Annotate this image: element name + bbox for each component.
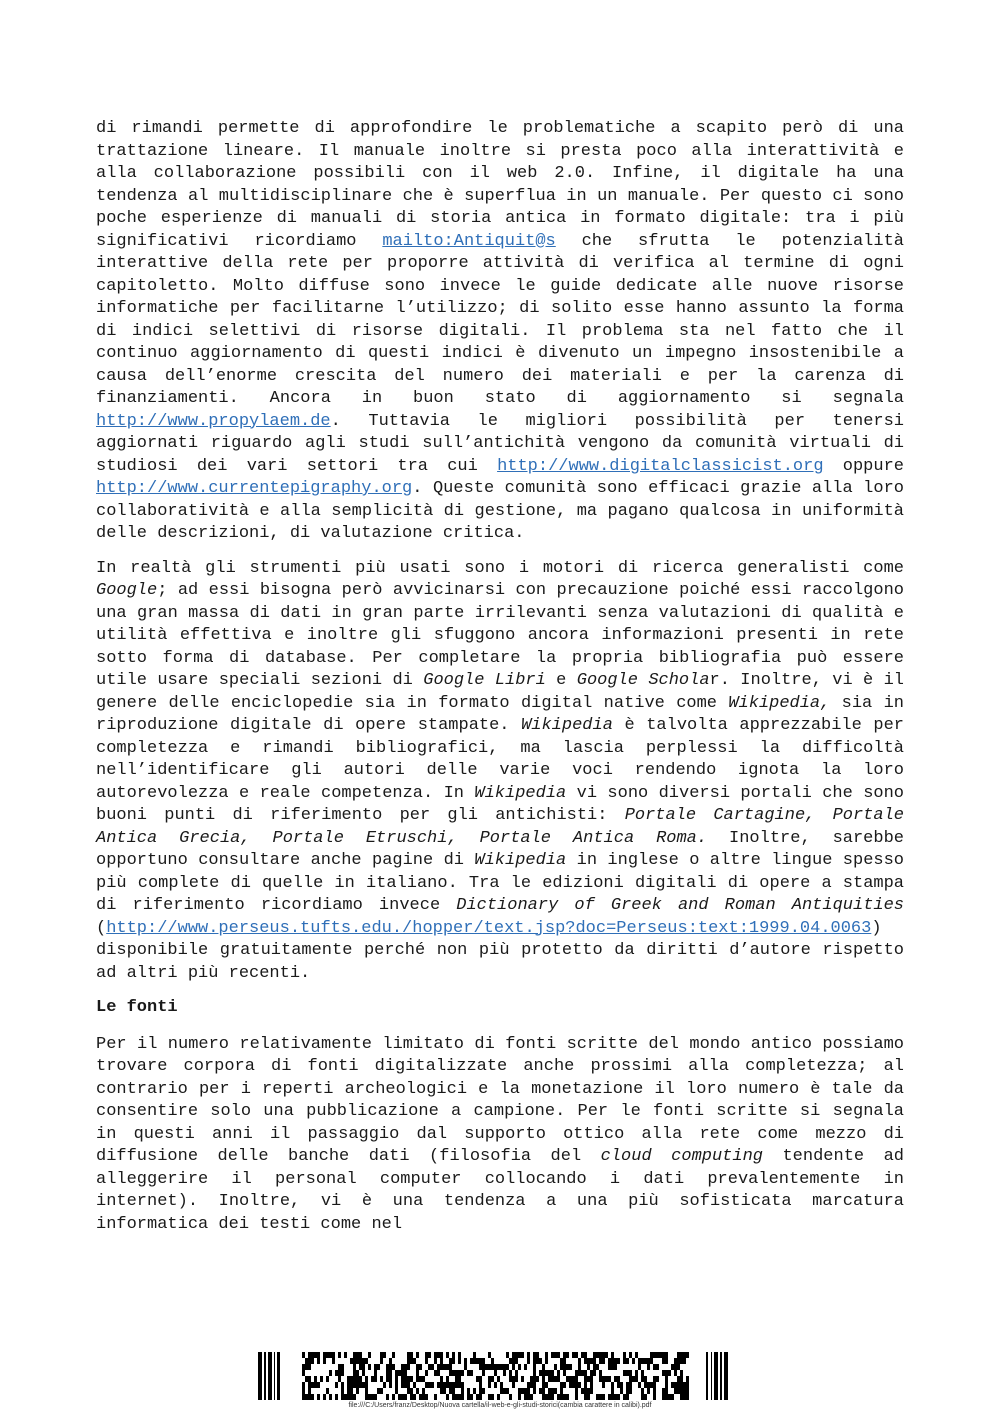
text-run: è talvolta apprezzabile per completezza e rimandi bibliografici, ma lascia perplessi la difficoltà nell’identificare gli autori delle varie voci rendendo ignota la loro autorevolezza e reale competenza. In <box>96 716 915 803</box>
text-run: . Queste comunità sono efficaci grazie alla loro collaboratività e alla semplicità di gestione, ma pagano qualcosa in uniformità delle descrizioni, di valutazione critica. <box>96 479 915 543</box>
section-heading: Le fonti <box>96 998 178 1017</box>
text-run: che sfrutta le potenzialità interattive della rete per proporre attività di verifica al termine di ogni capitoletto. Molto diffuse sono invece le guide dedicate alle nuove risorse informatiche per facilitarne l’utilizzo; di solito esse hanno assunto la forma di indici selettivi di risorse digitali. Il problema sta nel fatto che il continuo aggiornamento di questi indici è divenuto un impegno insostenibile a causa dell’enorme crescita del numero dei materiali e per la carenza di finanziamenti. Ancora in buon stato di aggiornamento si segnala <box>96 231 915 408</box>
hyperlink[interactable]: http://www.perseus.tufts.edu./hopper/text.jsp?doc=Perseus:text:1999.04.0063 <box>106 918 872 938</box>
paragraph-group <box>96 118 915 985</box>
body-paragraph <box>96 558 915 986</box>
italic-text: Google <box>96 581 158 600</box>
text-run: oppure <box>823 456 915 476</box>
italic-text: Portale Cartagine, Portale Antica Grecia, Portale Etruschi, Portale Antica Roma. <box>96 806 904 848</box>
text-run: ( <box>96 896 915 938</box>
text-run: ; ad essi bisogna però avvicinarsi con precauzione poiché essi raccolgono una gran massa di dati in gran parte irrilevanti senza valutazioni di qualità e utilità effettiva e inoltre gli sfuggono ancora informazioni presenti in rete sotto forma di database. Per completare la propria bibliografia può essere utile usare speciali sezioni di <box>96 581 915 690</box>
hyperlink[interactable]: http://www.digitalclassicist.org <box>497 456 824 476</box>
hyperlink[interactable]: http://www.currentepigraphy.org <box>96 479 413 498</box>
italic-text: Wikipedia <box>474 851 567 870</box>
italic-text: Dictionary of Greek and Roman Antiquities <box>456 896 904 915</box>
italic-text: Wikipedia <box>474 783 567 803</box>
text-run: Inoltre, sarebbe opportuno consultare anche pagine di <box>96 828 915 870</box>
text-run: . Tuttavia le migliori possibilità per tenersi aggiornati riguardo agli studi sull’antichità vengono da comunità virtuali di studiosi dei vari settori tra cui <box>96 411 915 476</box>
body-paragraph <box>96 118 915 546</box>
text-run: In realtà gli strumenti più usati sono i motori di ricerca generalisti come <box>96 558 915 578</box>
hyperlink[interactable]: mailto:Antiquit@s <box>382 231 556 251</box>
body-paragraph <box>96 1034 915 1237</box>
hyperlink[interactable]: http://www.propylaem.de <box>96 411 331 431</box>
text-run: ) disponibile gratuitamente perché non più protetto da diritti d’autore rispetto ad altri più recenti. <box>96 918 915 983</box>
italic-text: cloud computing <box>600 1147 763 1166</box>
text-run: Per il numero relativamente limitato di fonti scritte del mondo antico possiamo trovare corpora di fonti digitalizzate anche prossimi alla completezza; al contrario per i reperti archeologici e la monetazione il loro numero è tale da consentire solo una pubblicazione a campione. Per le fonti scritte si segnala in questi anni il passaggio dal supporto ottico alla rete come mezzo di diffusione delle banche dati (filosofia del <box>96 1034 915 1166</box>
italic-text: Wikipedia <box>521 716 613 735</box>
text-run: sia in riproduzione digitale di opere stampate. <box>96 693 915 735</box>
text-run: vi sono diversi portali che sono buoni punti di riferimento per gli antichisti: <box>96 783 915 825</box>
text-run: e <box>545 671 577 690</box>
footer-file-path: file:///C:/Users/franz/Desktop/Nuova cartella/il-web-e-gli-studi-storici(cambia carattere in calibi).pdf <box>348 1402 652 1409</box>
italic-text: Wikipedia, <box>728 693 831 713</box>
document-body <box>96 118 915 1248</box>
italic-text: Google Schola <box>576 671 710 690</box>
text-run: in inglese o altre lingue spesso più complete di quelle in italiano. Tra le edizioni digitali di opere a stampa di riferimento ricordiamo invece <box>96 851 915 915</box>
paragraph-group <box>96 1034 915 1237</box>
text-run: di rimandi permette di approfondire le problematiche a scapito però di una trattazione lineare. Il manuale inoltre si presta poco alla interattività e alla collaborazione possibili con il web 2.0. Infine, il digitale ha una tendenza al multidisciplinare che è superflua in un manuale. Per questo ci sono poche esperienze di manuali di storia antica in formato digitale: tra i più significativi ricordiamo <box>96 119 915 251</box>
barcode-image <box>258 1352 742 1400</box>
text-run: r. Inoltre, vi è il genere delle enciclopedie sia in formato digital native come <box>96 671 915 713</box>
text-run: tendente ad alleggerire il personal computer collocando i dati prevalentemente in internet). Inoltre, vi è una tendenza a una più sofisticata marcatura informatica dei testi come nel <box>96 1147 915 1234</box>
italic-text: Google Libri <box>423 671 546 690</box>
